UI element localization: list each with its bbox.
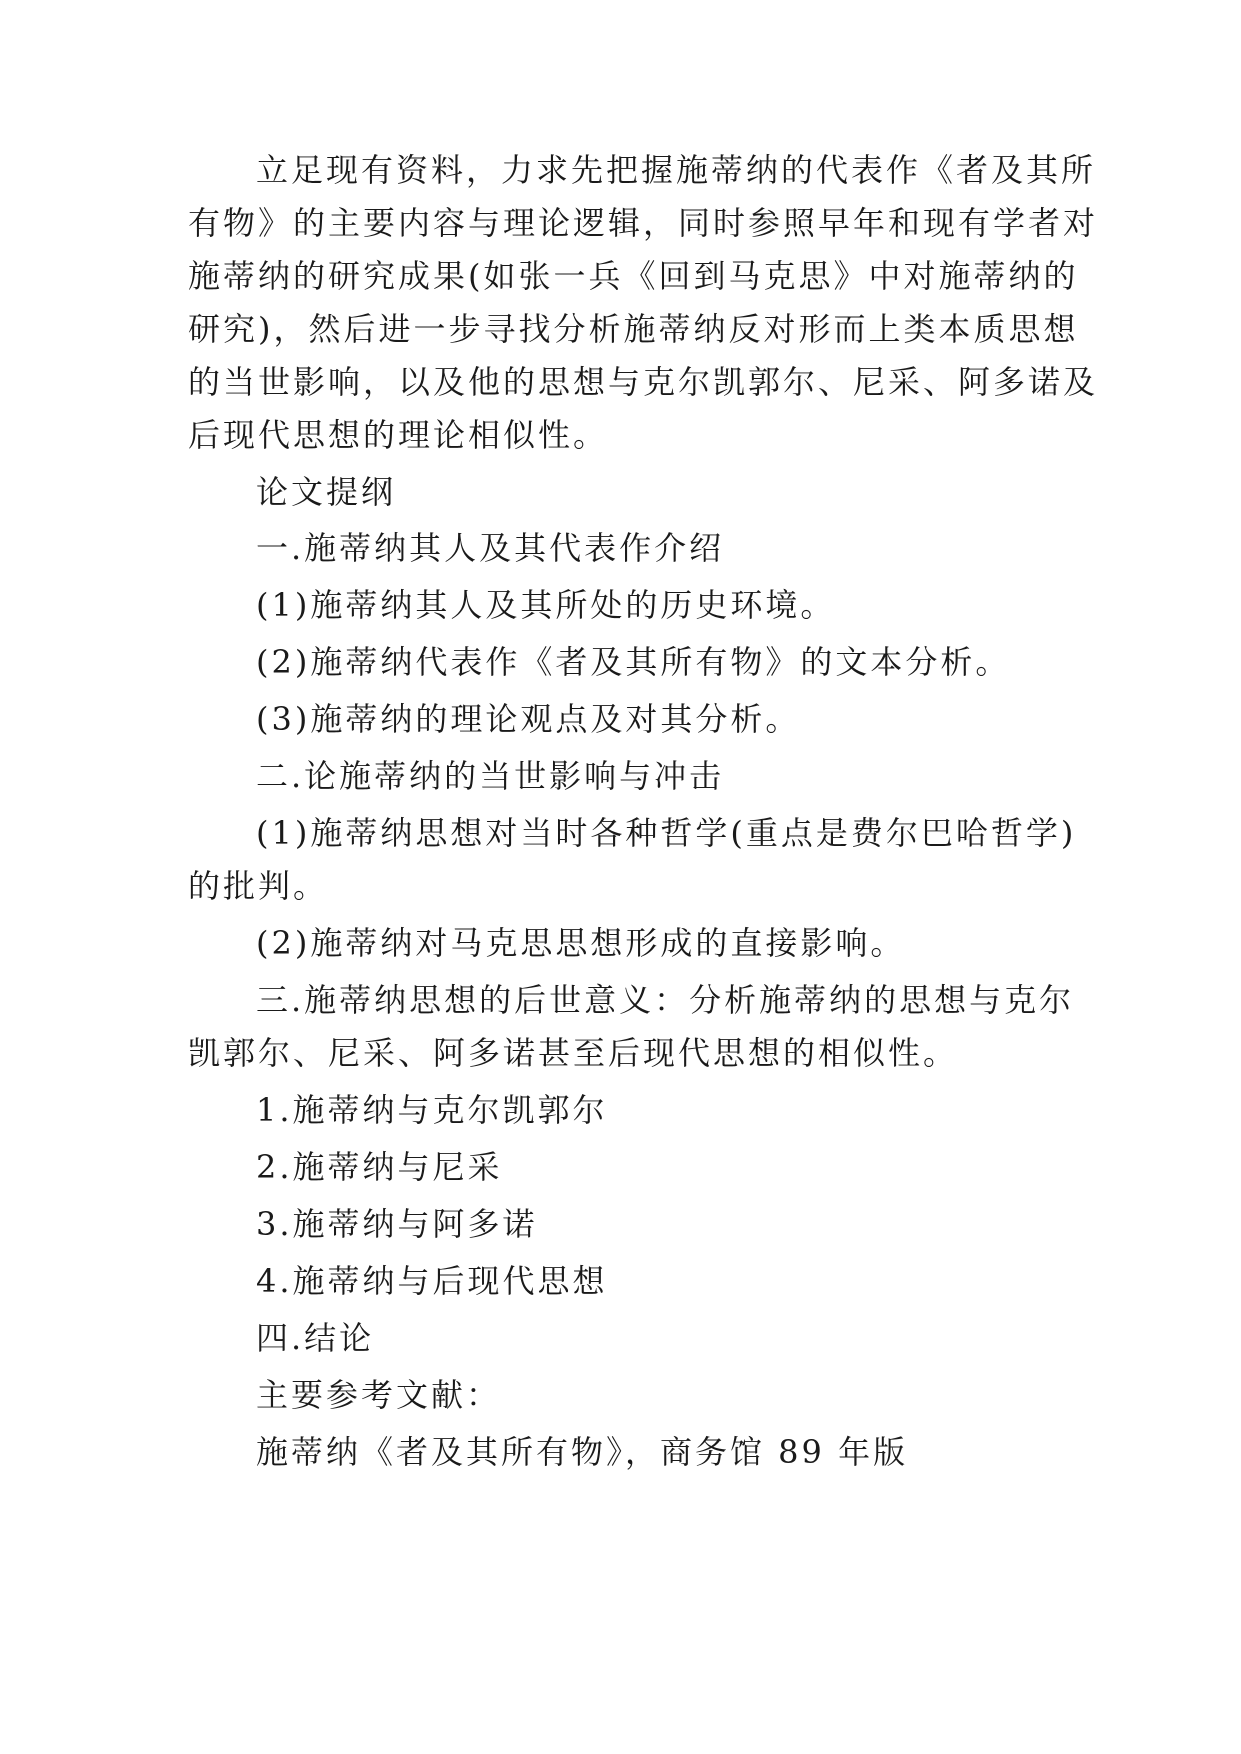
section-2-title: 二.论施蒂纳的当世影响与冲击	[256, 757, 725, 795]
section-4-title: 四.结论	[256, 1319, 375, 1357]
section-2-item-2: (2)施蒂纳对马克思思想形成的直接影响。	[256, 924, 906, 962]
section-1-title: 一.施蒂纳其人及其代表作介绍	[256, 529, 725, 567]
section-3-item-2: 2.施蒂纳与尼采	[256, 1148, 503, 1186]
section-1-item-1: (1)施蒂纳其人及其所处的历史环境。	[256, 586, 836, 624]
reference-entry: 施蒂纳《者及其所有物》，商务馆 89 年版	[256, 1433, 909, 1471]
outline-heading: 论文提纲	[256, 473, 397, 511]
intro-paragraph-line-4: 研究)，然后进一步寻找分析施蒂纳反对形而上类本质思想	[188, 310, 1079, 348]
intro-paragraph-line-5: 的当世影响，以及他的思想与克尔凯郭尔、尼采、阿多诺及	[188, 363, 1099, 401]
section-2-item-1-line-2: 的批判。	[188, 867, 329, 905]
section-1-item-2: (2)施蒂纳代表作《者及其所有物》的文本分析。	[256, 643, 1011, 681]
section-3-title-line-1: 三.施蒂纳思想的后世意义：分析施蒂纳的思想与克尔	[256, 981, 1075, 1019]
section-1-item-3: (3)施蒂纳的理论观点及对其分析。	[256, 700, 801, 738]
section-2-item-1-line-1: (1)施蒂纳思想对当时各种哲学(重点是费尔巴哈哲学)	[256, 814, 1077, 852]
references-heading: 主要参考文献：	[256, 1376, 502, 1414]
intro-paragraph-line-2: 有物》的主要内容与理论逻辑，同时参照早年和现有学者对	[188, 204, 1099, 242]
intro-paragraph-line-3: 施蒂纳的研究成果(如张一兵《回到马克思》中对施蒂纳的	[188, 257, 1079, 295]
section-3-item-3: 3.施蒂纳与阿多诺	[256, 1205, 538, 1243]
intro-paragraph-line-1: 立足现有资料，力求先把握施蒂纳的代表作《者及其所	[256, 151, 1097, 189]
section-3-item-4: 4.施蒂纳与后现代思想	[256, 1262, 608, 1300]
section-3-item-1: 1.施蒂纳与克尔凯郭尔	[256, 1091, 608, 1129]
section-3-title-line-2: 凯郭尔、尼采、阿多诺甚至后现代思想的相似性。	[188, 1034, 959, 1072]
intro-paragraph-line-6: 后现代思想的理论相似性。	[188, 416, 609, 454]
